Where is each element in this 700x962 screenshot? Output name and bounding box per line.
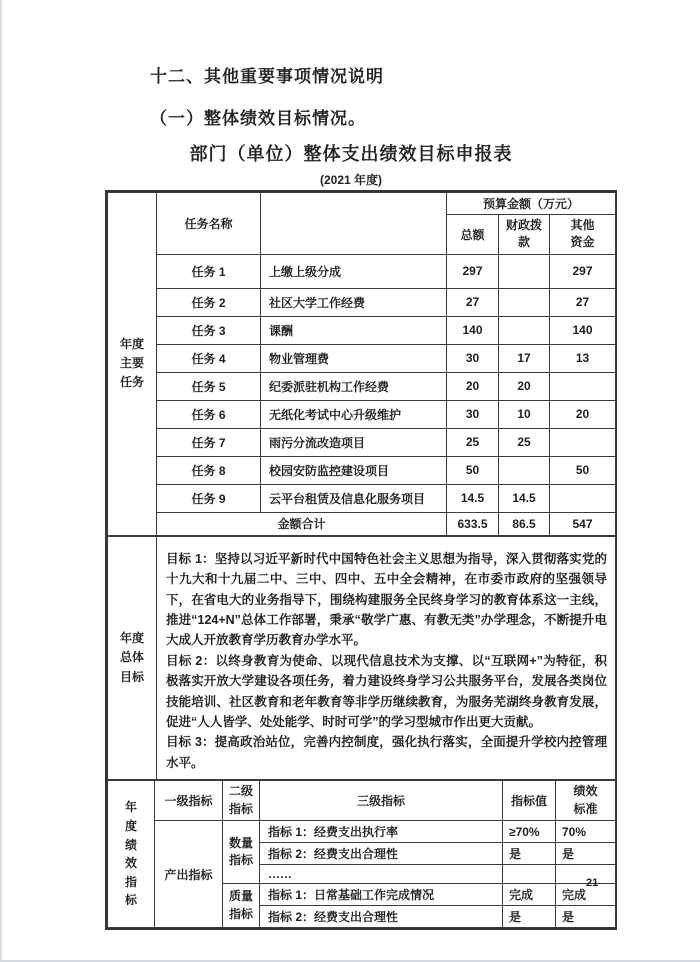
task-other: 50 <box>550 456 616 484</box>
task-row <box>108 344 616 372</box>
task-fiscal <box>499 254 550 288</box>
task-fiscal: 20 <box>499 372 550 400</box>
task-no: 任务 6 <box>157 400 261 428</box>
indicator-standard: 70% <box>556 821 616 843</box>
budget-col-total: 总额 <box>447 215 499 255</box>
indicator-name: 指标 2：经费支出合理性 <box>260 843 503 865</box>
task-no: 任务 8 <box>157 456 261 484</box>
task-other: 297 <box>550 254 616 288</box>
level2-header: 二级指标 <box>223 781 260 821</box>
task-fiscal: 25 <box>499 428 550 456</box>
task-fiscal <box>499 456 550 484</box>
total-row <box>108 512 616 535</box>
total-amount: 633.5 <box>447 512 499 535</box>
page-number: 21 <box>586 877 599 889</box>
level2-quality-indicator: 质量指标 <box>223 884 260 928</box>
indicators-table <box>107 780 616 928</box>
task-name: 校园安防监控建设项目 <box>261 456 447 484</box>
task-other <box>550 372 616 400</box>
task-row <box>108 288 616 316</box>
task-name: 社区大学工作经费 <box>261 288 447 316</box>
task-name: 物业管理费 <box>261 344 447 372</box>
task-name: 上缴上级分成 <box>261 254 447 288</box>
task-no: 任务 3 <box>157 316 261 344</box>
task-other: 140 <box>550 316 616 344</box>
goals-table <box>107 536 616 780</box>
task-fiscal: 17 <box>499 344 550 372</box>
indicator-row <box>108 821 616 843</box>
indicator-value: 完成 <box>503 884 556 906</box>
table-year-subtitle: (2021 年度) <box>319 173 383 187</box>
task-other <box>550 484 616 512</box>
task-name-header: 任务名称 <box>157 193 261 255</box>
level3-header: 三级指标 <box>260 781 503 821</box>
task-total: 50 <box>447 456 499 484</box>
standard-header: 绩效标准 <box>556 781 616 821</box>
indicator-value: ≥70% <box>503 821 556 843</box>
task-row <box>108 372 616 400</box>
task-no: 任务 4 <box>157 344 261 372</box>
goal-3: 目标 3：提高政治站位，完善内控制度，强化执行落实，全面提升学校内控管理水平。 <box>166 735 607 770</box>
task-row <box>108 428 616 456</box>
task-fiscal <box>499 316 550 344</box>
budget-col-other: 其他资金 <box>550 215 616 255</box>
indicator-name: …… <box>260 865 503 884</box>
tasks-table <box>107 192 616 536</box>
total-other: 547 <box>550 512 616 535</box>
task-total: 297 <box>447 254 499 288</box>
budget-header: 预算金额（万元） <box>447 193 616 215</box>
task-name: 云平台租赁及信息化服务项目 <box>261 484 447 512</box>
task-total: 25 <box>447 428 499 456</box>
goals-row-label: 年度总体目标 <box>108 536 157 779</box>
indicator-value <box>503 865 556 884</box>
indicators-row-label: 年度绩效指标 <box>108 781 155 928</box>
indicator-standard: 是 <box>556 906 616 928</box>
indicator-value: 是 <box>503 906 556 928</box>
value-header: 指标值 <box>503 781 556 821</box>
task-total: 30 <box>447 344 499 372</box>
task-name: 课酬 <box>261 316 447 344</box>
task-no: 任务 7 <box>157 428 261 456</box>
task-row <box>108 456 616 484</box>
tasks-row-label: 年度主要任务 <box>108 193 157 536</box>
indicator-standard: 完成 <box>556 884 616 906</box>
indicator-name: 指标 1：日常基础工作完成情况 <box>260 884 503 906</box>
task-other: 20 <box>550 400 616 428</box>
task-total: 30 <box>447 400 499 428</box>
goals-text <box>157 536 616 779</box>
task-total: 20 <box>447 372 499 400</box>
task-no: 任务 2 <box>157 288 261 316</box>
indicator-standard: 是 <box>556 843 616 865</box>
task-no: 任务 5 <box>157 372 261 400</box>
goal-2: 目标 2：以终身教育为使命、以现代信息技术为支撑、以“互联网+”为特征，积极落实开放大学建设各项任务，着力建设终身学习公共服务平台，发展各类岗位技能培训、社区教育和老年教育等非学历继续教育，为服务芜湖终身教育发展，促进“人人皆学、处处能学、时时可学”的学习型城市作出更大贡献。 <box>166 653 607 730</box>
task-name: 无纸化考试中心升级维护 <box>261 400 447 428</box>
level2-quantity-indicator: 数量指标 <box>223 821 260 884</box>
indicator-name: 指标 1：经费支出执行率 <box>260 821 503 843</box>
section-title: 十二、其他重要事项情况说明 <box>150 67 384 86</box>
level1-output-indicator: 产出指标 <box>155 821 223 928</box>
level1-header: 一级指标 <box>155 781 223 821</box>
task-no: 任务 9 <box>157 484 261 512</box>
task-other: 13 <box>550 344 616 372</box>
task-fiscal: 14.5 <box>499 484 550 512</box>
task-other: 27 <box>550 288 616 316</box>
task-row <box>108 316 616 344</box>
task-name: 纪委派驻机构工作经费 <box>261 372 447 400</box>
task-desc-header-empty <box>261 193 447 255</box>
table-title: 部门（单位）整体支出绩效目标申报表 <box>189 144 513 164</box>
task-total: 14.5 <box>447 484 499 512</box>
task-total: 27 <box>447 288 499 316</box>
task-row <box>108 484 616 512</box>
task-row <box>108 400 616 428</box>
total-fiscal: 86.5 <box>499 512 550 535</box>
indicator-value: 是 <box>503 843 556 865</box>
task-other <box>550 428 616 456</box>
goal-1: 目标 1：坚持以习近平新时代中国特色社会主义思想为指导，深入贯彻落实党的十九大和十九届二中、三中、四中、五中全会精神，在市委市政府的坚强领导下，在省电大的业务指导下，围绕构建服务全民终身学习的教育体系这一主线，推进“124+N”总体工作部署，秉承“敬学广惠、有教无类”办学理念，不断提升电大成人开放教育学历教育办学水平。 <box>166 551 607 648</box>
task-name: 雨污分流改造项目 <box>261 428 447 456</box>
total-label: 金额合计 <box>157 512 447 535</box>
task-total: 140 <box>447 316 499 344</box>
budget-col-fiscal: 财政拨款 <box>499 215 550 255</box>
subsection-title: （一）整体绩效目标情况。 <box>150 109 366 128</box>
indicator-name: 指标 2：经费支出合理性 <box>260 906 503 928</box>
task-no: 任务 1 <box>157 254 261 288</box>
task-fiscal <box>499 288 550 316</box>
performance-target-table <box>105 190 617 930</box>
task-fiscal: 10 <box>499 400 550 428</box>
task-row <box>108 254 616 288</box>
